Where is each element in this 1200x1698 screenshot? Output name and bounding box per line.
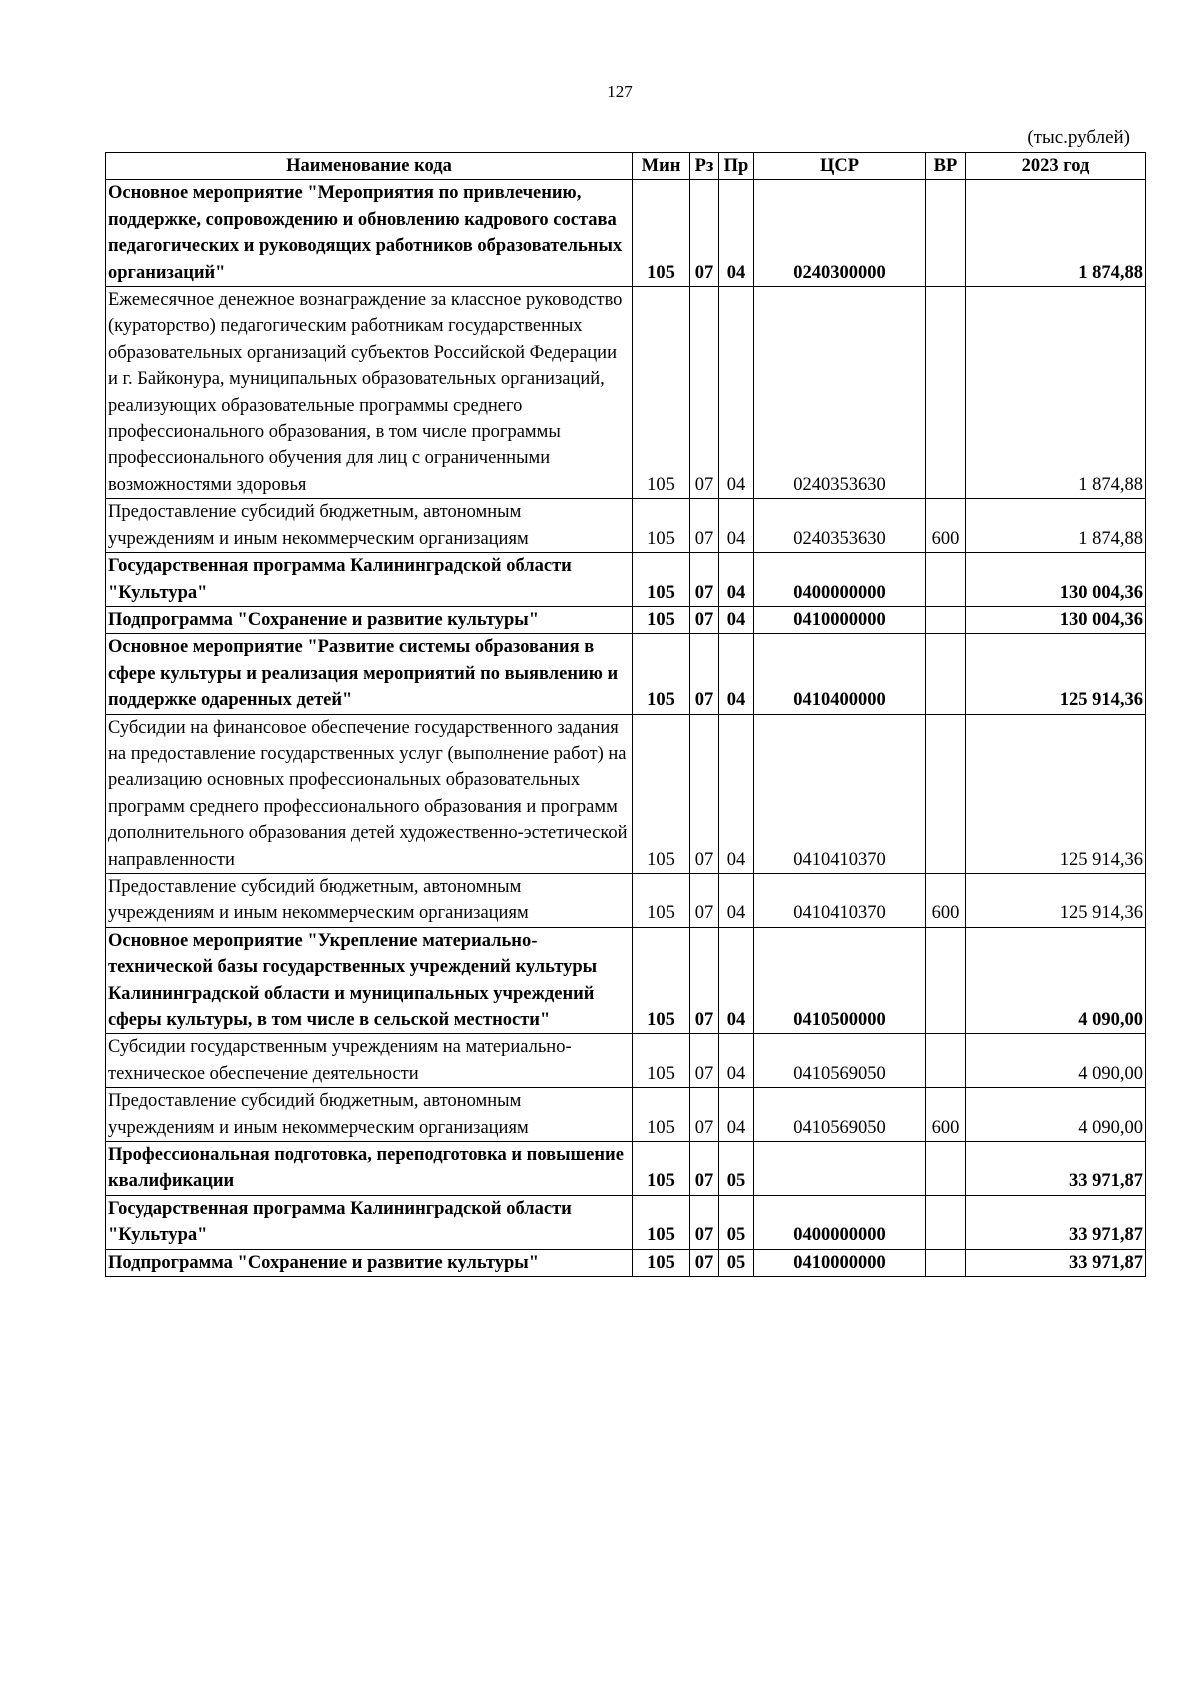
row-amount: 1 874,88 [966,499,1146,553]
row-vr [926,180,966,287]
row-rz: 07 [690,1195,719,1249]
row-csr: 0410000000 [754,606,926,633]
row-name: Субсидии на финансовое обеспечение государственного задания на предоставление государственных услуг (выполнение работ) на реализацию основных профессиональных образовательных программ среднего профессионального образования и программ дополнительного образования детей художественно-эстетической направленности [106,714,633,873]
row-pr: 04 [719,714,754,873]
row-name: Государственная программа Калининградской области "Культура" [106,553,633,607]
row-rz: 07 [690,714,719,873]
header-vr: ВР [926,153,966,180]
header-rz: Рз [690,153,719,180]
row-min: 105 [633,1195,690,1249]
table-row [106,1195,1146,1249]
row-vr [926,1195,966,1249]
table-row [106,287,1146,499]
row-min: 105 [633,634,690,714]
row-pr: 04 [719,634,754,714]
table-row [106,1249,1146,1276]
row-vr: 600 [926,1088,966,1142]
row-rz: 07 [690,287,719,499]
table-row [106,499,1146,553]
row-name: Ежемесячное денежное вознаграждение за классное руководство (кураторство) педагогическим работникам государственных образовательных организаций субъектов Российской Федерации и г. Байконура, муниципальных образовательных организаций, реализующих образовательные программы среднего профессионального образования, в том числе программы профессионального обучения для лиц с ограниченными возможностями здоровья [106,287,633,499]
row-min: 105 [633,873,690,927]
row-amount: 125 914,36 [966,634,1146,714]
row-amount: 1 874,88 [966,287,1146,499]
row-name: Подпрограмма "Сохранение и развитие культуры" [106,1249,633,1276]
row-csr: 0240300000 [754,180,926,287]
row-name: Предоставление субсидий бюджетным, автономным учреждениям и иным некоммерческим организациям [106,1088,633,1142]
row-rz: 07 [690,606,719,633]
row-name: Основное мероприятие "Развитие системы образования в сфере культуры и реализация мероприятий по выявлению и поддержке одаренных детей" [106,634,633,714]
table-row [106,714,1146,873]
row-rz: 07 [690,553,719,607]
header-pr: Пр [719,153,754,180]
header-min: Мин [633,153,690,180]
row-amount: 33 971,87 [966,1195,1146,1249]
row-vr [926,1249,966,1276]
table-row [106,180,1146,287]
row-rz: 07 [690,499,719,553]
table-row [106,927,1146,1034]
row-amount: 130 004,36 [966,553,1146,607]
row-min: 105 [633,180,690,287]
row-name: Основное мероприятие "Мероприятия по привлечению, поддержке, сопровождению и обновлению кадрового состава педагогических и руководящих работников образовательных организаций" [106,180,633,287]
row-amount: 4 090,00 [966,1088,1146,1142]
row-vr [926,927,966,1034]
row-csr: 0400000000 [754,1195,926,1249]
row-min: 105 [633,553,690,607]
row-pr: 04 [719,553,754,607]
row-name: Основное мероприятие "Укрепление материально-технической базы государственных учреждений культуры Калининградской области и муниципальных учреждений сферы культуры, в том числе в сельской местности" [106,927,633,1034]
row-pr: 04 [719,1088,754,1142]
row-amount: 4 090,00 [966,1034,1146,1088]
row-rz: 07 [690,1034,719,1088]
row-csr: 0410410370 [754,873,926,927]
row-pr: 05 [719,1249,754,1276]
row-csr: 0240353630 [754,499,926,553]
header-name: Наименование кода [106,153,633,180]
row-rz: 07 [690,1142,719,1196]
row-csr: 0410000000 [754,1249,926,1276]
row-vr: 600 [926,873,966,927]
table-row [106,634,1146,714]
row-amount: 130 004,36 [966,606,1146,633]
row-pr: 05 [719,1142,754,1196]
budget-table [105,152,1146,1277]
table-row [106,553,1146,607]
row-csr: 0410569050 [754,1088,926,1142]
row-csr: 0410569050 [754,1034,926,1088]
table-row [106,606,1146,633]
row-rz: 07 [690,927,719,1034]
row-pr: 05 [719,1195,754,1249]
row-csr: 0410400000 [754,634,926,714]
row-vr [926,634,966,714]
row-csr: 0410410370 [754,714,926,873]
row-pr: 04 [719,180,754,287]
table-header-row [106,153,1146,180]
row-min: 105 [633,499,690,553]
row-vr [926,553,966,607]
row-name: Профессиональная подготовка, переподготовка и повышение квалификации [106,1142,633,1196]
row-csr: 0410500000 [754,927,926,1034]
row-amount: 1 874,88 [966,180,1146,287]
row-csr: 0400000000 [754,553,926,607]
row-name: Государственная программа Калининградской области "Культура" [106,1195,633,1249]
row-rz: 07 [690,1249,719,1276]
table-row [106,1034,1146,1088]
header-year: 2023 год [966,153,1146,180]
units-label: (тыс.рублей) [1027,127,1130,148]
row-rz: 07 [690,634,719,714]
table-row [106,1142,1146,1196]
table-row [106,1088,1146,1142]
row-rz: 07 [690,180,719,287]
row-vr: 600 [926,499,966,553]
row-rz: 07 [690,873,719,927]
row-min: 105 [633,714,690,873]
row-csr [754,1142,926,1196]
row-pr: 04 [719,499,754,553]
row-pr: 04 [719,287,754,499]
row-min: 105 [633,1088,690,1142]
row-amount: 33 971,87 [966,1249,1146,1276]
table-row [106,873,1146,927]
row-name: Предоставление субсидий бюджетным, автономным учреждениям и иным некоммерческим организациям [106,499,633,553]
row-amount: 125 914,36 [966,714,1146,873]
row-name: Подпрограмма "Сохранение и развитие культуры" [106,606,633,633]
row-amount: 4 090,00 [966,927,1146,1034]
row-name: Субсидии государственным учреждениям на материально-техническое обеспечение деятельности [106,1034,633,1088]
row-min: 105 [633,1142,690,1196]
row-min: 105 [633,287,690,499]
row-min: 105 [633,1034,690,1088]
row-vr [926,1034,966,1088]
row-pr: 04 [719,873,754,927]
row-pr: 04 [719,606,754,633]
row-vr [926,287,966,499]
row-min: 105 [633,1249,690,1276]
row-min: 105 [633,606,690,633]
row-name: Предоставление субсидий бюджетным, автономным учреждениям и иным некоммерческим организациям [106,873,633,927]
row-pr: 04 [719,927,754,1034]
row-amount: 125 914,36 [966,873,1146,927]
row-rz: 07 [690,1088,719,1142]
row-vr [926,714,966,873]
row-vr [926,1142,966,1196]
row-min: 105 [633,927,690,1034]
row-amount: 33 971,87 [966,1142,1146,1196]
page-number: 127 [607,82,633,101]
row-vr [926,606,966,633]
row-pr: 04 [719,1034,754,1088]
header-csr: ЦСР [754,153,926,180]
row-csr: 0240353630 [754,287,926,499]
